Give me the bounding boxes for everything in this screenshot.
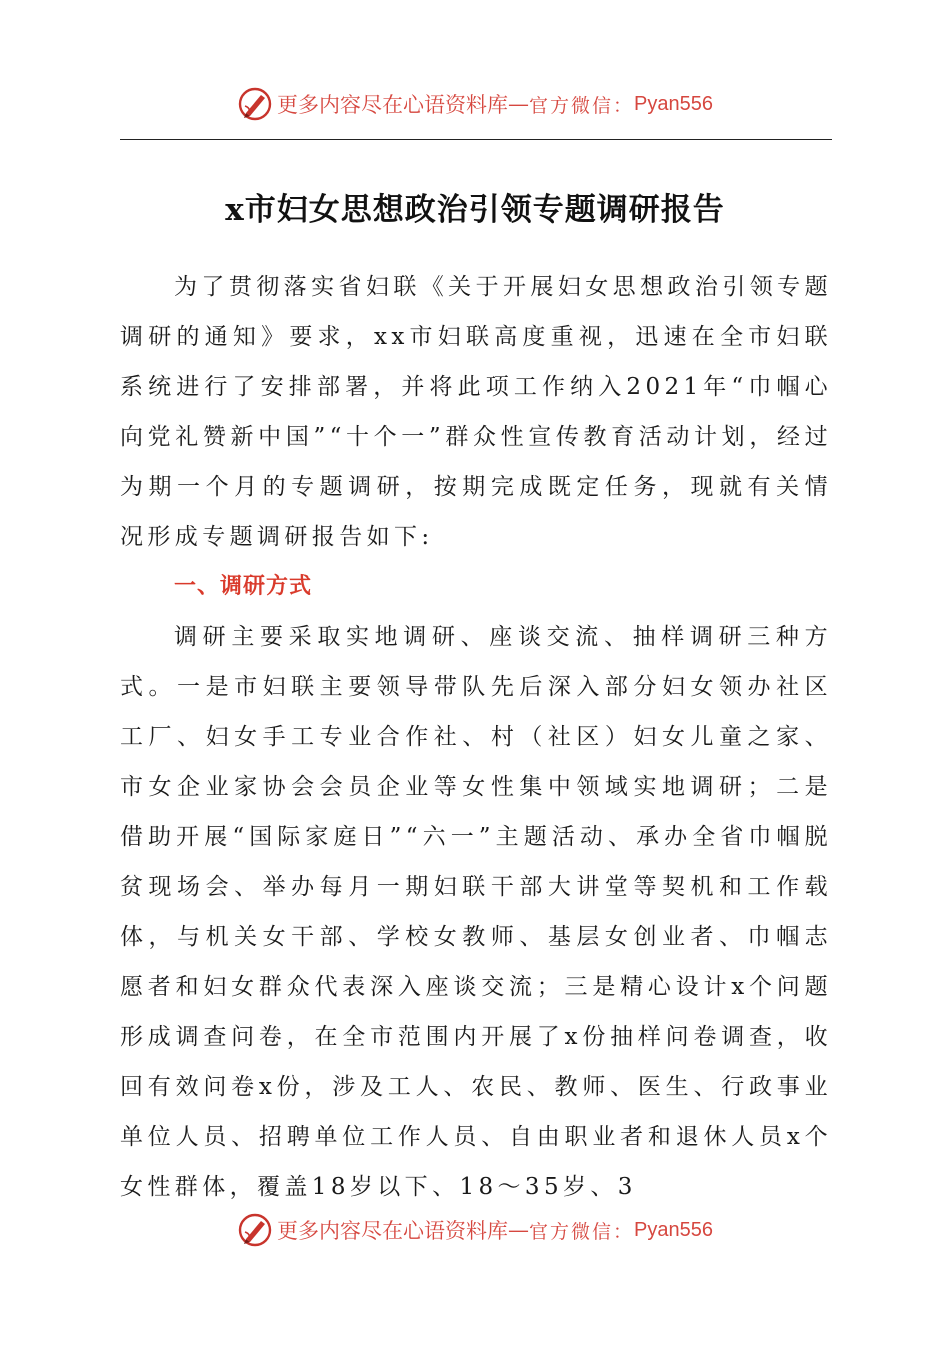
watermark-separator: —	[508, 1218, 529, 1242]
watermark-separator: —	[508, 92, 529, 116]
watermark-banner-bottom	[0, 1208, 950, 1252]
watermark-wechat-label: 官方微信：	[529, 1220, 635, 1243]
watermark-wechat-label: 官方微信：	[529, 94, 635, 117]
pen-in-circle-icon	[237, 1212, 273, 1248]
watermark-brand-text: 更多内容尽在心语资料库	[277, 1219, 508, 1243]
document-title: x市妇女思想政治引领专题调研报告	[225, 192, 725, 228]
watermark-brand-text: 更多内容尽在心语资料库	[277, 93, 508, 117]
watermark-wechat-id: Pyan556	[634, 92, 713, 115]
section-heading: 一、调研方式	[174, 574, 313, 599]
document-body	[120, 262, 832, 1212]
section-paragraph: 调研主要采取实地调研、座谈交流、抽样调研三种方式。一是市妇联主要领导带队先后深入部分妇女领办社区工厂、妇女手工专业合作社、村（社区）妇女儿童之家、市女企业家协会会员企业等女性集中领域实地调研；二是借助开展“国际家庭日”“六一”主题活动、承办全省巾帼脱贫现场会、举办每月一期妇联干部大讲堂等契机和工作载体，与机关女干部、学校女教师、基层女创业者、巾帼志愿者和妇女群众代表深入座谈交流；三是精心设计x个问题形成调查问卷，在全市范围内开展了x份抽样问卷调查，收回有效问卷x份，涉及工人、农民、教师、医生、行政事业单位人员、招聘单位工作人员、自由职业者和退休人员x个女性群体，覆盖18岁以下、18～35岁、3	[120, 624, 832, 1200]
watermark-banner-top	[0, 82, 950, 126]
intro-paragraph: 为了贯彻落实省妇联《关于开展妇女思想政治引领专题调研的通知》要求，xx市妇联高度重视，迅速在全市妇联系统进行了安排部署，并将此项工作纳入2021年“巾帼心向党礼赞新中国”“十个一”群众性宣传教育活动计划，经过为期一个月的专题调研，按期完成既定任务，现就有关情况形成专题调研报告如下:	[120, 274, 832, 550]
header-divider	[120, 139, 832, 140]
watermark-wechat-id: Pyan556	[634, 1218, 713, 1241]
pen-in-circle-icon	[237, 86, 273, 122]
